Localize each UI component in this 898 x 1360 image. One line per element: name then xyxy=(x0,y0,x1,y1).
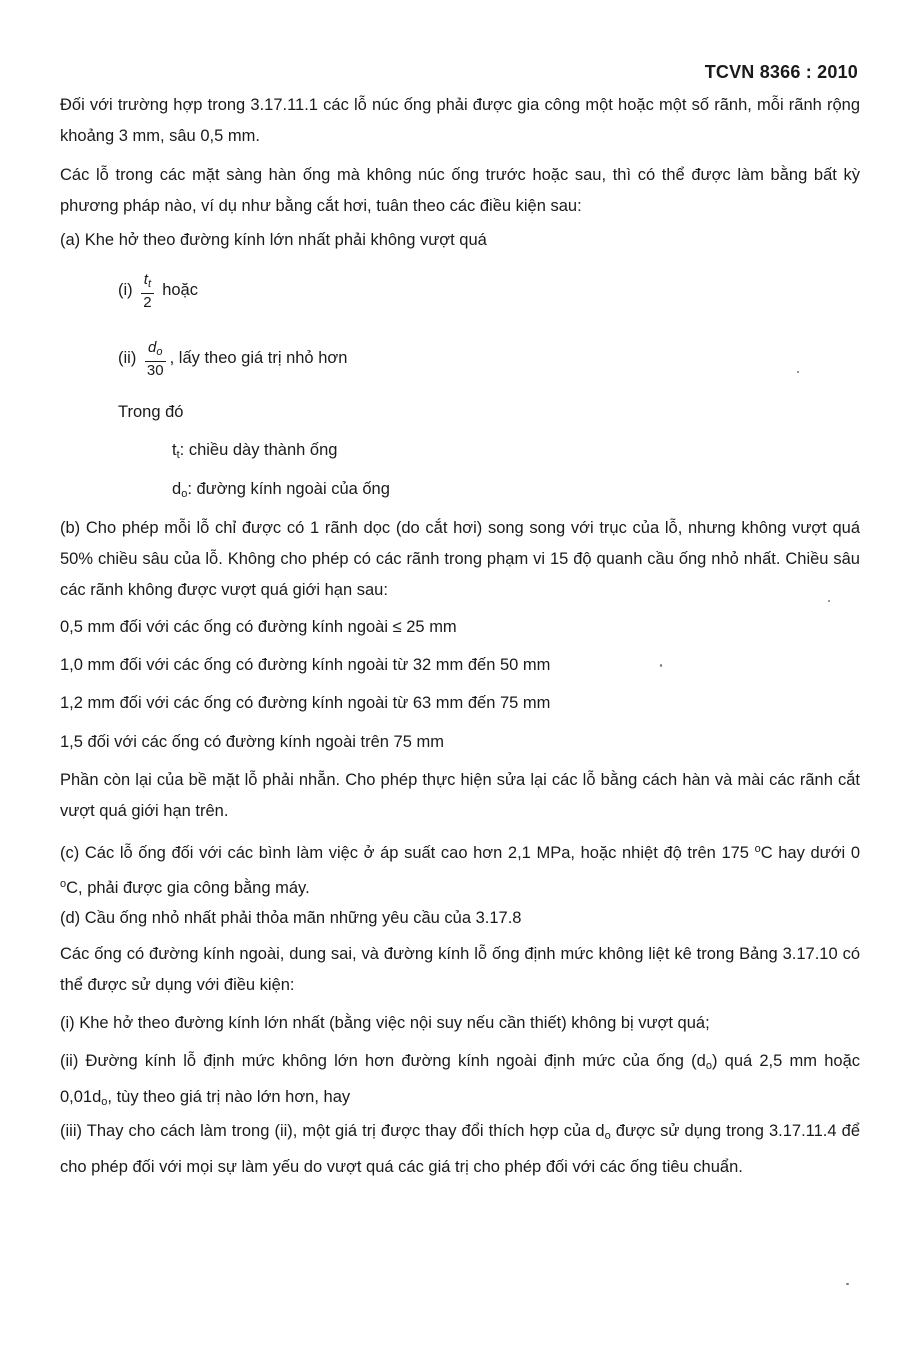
condition-iii-text-1: (iii) Thay cho cách làm trong (ii), một giá trị được thay đổi thích hợp của d xyxy=(60,1122,605,1140)
formula-i-prefix: (i) xyxy=(118,281,133,299)
fraction-denominator: 2 xyxy=(143,293,152,311)
paragraph-groove-requirement: Đối với trường hợp trong 3.17.11.1 các lỗ núc ống phải được gia công một hoặc một số rãnh, mỗi rãnh rộng khoảng 3 mm, sâu 0,5 mm. xyxy=(60,96,860,145)
condition-a: (a) Khe hở theo đường kính lớn nhất phải không vượt quá xyxy=(60,231,487,249)
scan-speck xyxy=(660,664,662,667)
standard-number: TCVN 8366 : 2010 xyxy=(704,62,858,82)
formula-ii-suffix: , lấy theo giá trị nhỏ hơn xyxy=(169,349,348,367)
definition-tt xyxy=(172,438,337,467)
fraction-denominator: 30 xyxy=(146,361,164,379)
condition-ii-text-1: (ii) Đường kính lỗ định mức không lớn hơn đường kính ngoài định mức của ống (d xyxy=(60,1052,706,1070)
subscript-o: o xyxy=(705,1060,712,1072)
definition-do-text: : đường kính ngoài của ống xyxy=(187,480,390,498)
paragraph-welded-tubesheet: Các lỗ trong các mặt sàng hàn ống mà không núc ống trước hoặc sau, thì có thể được làm bằng bất kỳ phương pháp nào, ví dụ như bằng cắt hơi, tuân theo các điều kiện sau: xyxy=(60,166,860,215)
symbol-t: t xyxy=(172,441,177,459)
symbol-d: d xyxy=(172,480,182,498)
condition-ii-text-3: , tùy theo giá trị nào lớn hơn, hay xyxy=(107,1088,351,1106)
fraction-numerator: t xyxy=(143,270,148,288)
condition-item-ii xyxy=(60,1046,860,1118)
subscript-o: o xyxy=(604,1130,611,1142)
where-label: Trong đó xyxy=(118,403,184,421)
fraction-numerator-subscript: t xyxy=(147,277,152,290)
fraction-numerator-subscript: o xyxy=(156,345,163,358)
condition-item-iii xyxy=(60,1116,860,1183)
subscript-o: o xyxy=(101,1096,108,1108)
degree-sign: o xyxy=(754,843,761,855)
limit-item: 1,5 đối với các ống có đường kính ngoài trên 75 mm xyxy=(60,733,444,751)
condition-c-text-1: (c) Các lỗ ống đối với các bình làm việc ở áp suất cao hơn 2,1 MPa, hoặc nhiệt độ trên 175 xyxy=(60,844,755,862)
formula-i xyxy=(118,270,198,311)
fraction-numerator: d xyxy=(148,338,157,356)
limit-item: 0,5 mm đối với các ống có đường kính ngoài ≤ 25 mm xyxy=(60,618,457,636)
condition-c xyxy=(60,834,860,904)
degree-sign: o xyxy=(60,878,67,890)
limit-item: 1,0 mm đối với các ống có đường kính ngoài từ 32 mm đến 50 mm xyxy=(60,656,551,674)
scan-speck xyxy=(828,600,830,602)
condition-ii-text-2: ) quá 2,5 mm hoặc 0,01d xyxy=(60,1052,860,1106)
condition-c-text-3: C, phải được gia công bằng máy. xyxy=(66,879,310,897)
scan-speck xyxy=(797,371,799,373)
symbol-d-subscript: o xyxy=(181,488,188,500)
symbol-t-subscript: t xyxy=(176,449,180,461)
fraction-tt-over-2 xyxy=(141,271,153,311)
definition-tt-text: : chiều dày thành ống xyxy=(179,441,338,459)
definition-do xyxy=(172,477,390,506)
scan-speck xyxy=(846,1283,849,1285)
condition-c-text-2: C hay dưới 0 xyxy=(760,844,860,862)
fraction-do-over-30 xyxy=(145,339,166,379)
formula-ii xyxy=(118,338,347,379)
condition-d: (d) Cầu ống nhỏ nhất phải thỏa mãn những yêu cầu của 3.17.8 xyxy=(60,909,522,927)
formula-ii-prefix: (ii) xyxy=(118,349,137,367)
condition-b: (b) Cho phép mỗi lỗ chỉ được có 1 rãnh dọc (do cắt hơi) song song với trục của lỗ, nhưng không vượt quá 50% chiều sâu của lỗ. Không cho phép có các rãnh trong phạm vi 15 độ quanh cầu ống nhỏ nhất. Chiều sâu các rãnh không được vượt quá giới hạn sau: xyxy=(60,519,860,599)
paragraph-nonstandard-tubes: Các ống có đường kính ngoài, dung sai, và đường kính lỗ ống định mức không liệt kê trong Bảng 3.17.10 có thể được sử dụng với điều kiện: xyxy=(60,945,860,994)
condition-iii-text-2: được sử dụng trong 3.17.11.4 để cho phép đối với mọi sự làm yếu do vượt quá các giá trị cho phép đối với các ống tiêu chuẩn. xyxy=(60,1122,860,1176)
paragraph-surface-finish: Phần còn lại của bề mặt lỗ phải nhẵn. Cho phép thực hiện sửa lại các lỗ bằng cách hàn và mài các rãnh cắt vượt quá giới hạn trên. xyxy=(60,771,860,820)
condition-item-i: (i) Khe hở theo đường kính lớn nhất (bằng việc nội suy nếu cần thiết) không bị vượt quá; xyxy=(60,1014,710,1032)
formula-i-suffix: hoặc xyxy=(162,281,198,299)
limit-item: 1,2 mm đối với các ống có đường kính ngoài từ 63 mm đến 75 mm xyxy=(60,694,551,712)
